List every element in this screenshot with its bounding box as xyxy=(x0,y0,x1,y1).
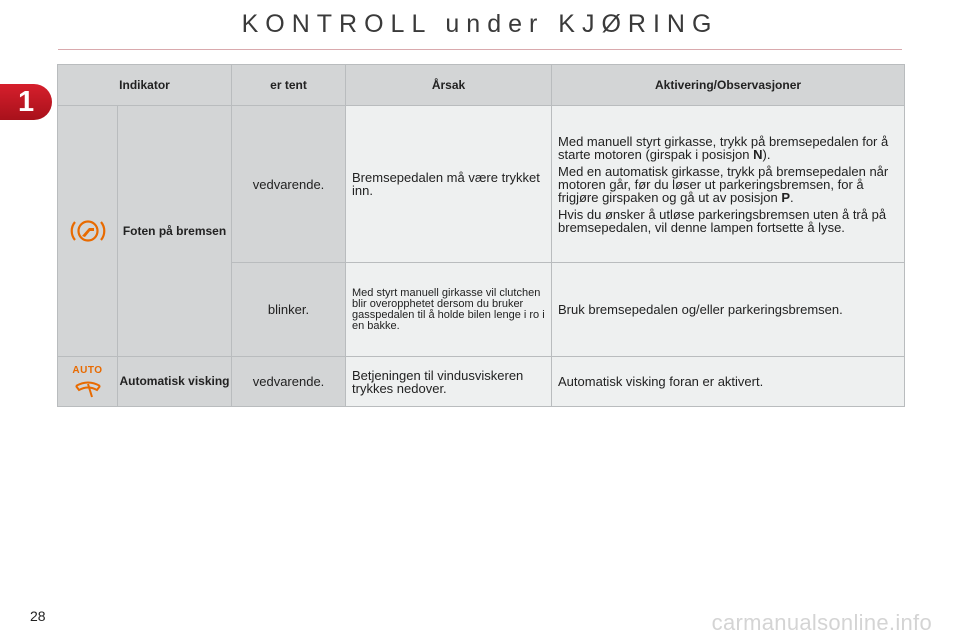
observation-paragraph: Hvis du ønsker å utløse parkeringsbremsen uten å trå på bremsepedalen, vil denne lampen fortsette å lyse. xyxy=(558,206,887,235)
table-row xyxy=(58,357,905,407)
cause-cell: Bremsepedalen må være trykket inn. xyxy=(346,106,552,263)
table-row xyxy=(58,106,905,263)
table-header-row xyxy=(58,65,905,106)
observation-cell: Automatisk visking foran er aktivert. xyxy=(552,357,905,407)
header-observations: Aktivering/Observasjoner xyxy=(552,65,905,106)
watermark: carmanualsonline.info xyxy=(711,610,932,635)
observation-cell: Bruk bremsepedalen og/eller parkeringsbremsen. xyxy=(552,263,905,357)
indicator-icon-cell xyxy=(58,357,118,407)
state-cell: blinker. xyxy=(232,263,346,357)
chapter-number: 1 xyxy=(18,86,35,118)
page-number: 28 xyxy=(30,608,46,624)
auto-badge: AUTO xyxy=(72,365,103,376)
indicator-name: Automatisk visking xyxy=(118,357,232,407)
header-cause: Årsak xyxy=(346,65,552,106)
header-state: er tent xyxy=(232,65,346,106)
cause-cell: Med styrt manuell girkasse vil clutchen blir overopphetet dersom du bruker gasspedalen til å holde bilen lenge i ro i en bakke. xyxy=(346,263,552,357)
cause-cell: Betjeningen til vindusviskeren trykkes nedover. xyxy=(346,357,552,407)
observation-paragraph: Med manuell styrt girkasse, trykk på bremsepedalen for å starte motoren (girspak i posisjon N). xyxy=(558,133,889,162)
auto-wiper-icon xyxy=(73,379,103,399)
state-cell: vedvarende. xyxy=(232,357,346,407)
indicator-name: Foten på bremsen xyxy=(118,106,232,357)
header-indicator: Indikator xyxy=(58,65,232,106)
observation-cell xyxy=(552,106,905,263)
indicator-icon-cell xyxy=(58,106,118,357)
brake-pedal-warning-icon xyxy=(68,218,108,244)
state-cell: vedvarende. xyxy=(232,106,346,263)
observation-paragraph: Med en automatisk girkasse, trykk på bremsepedalen når motoren går, før du løser ut parkeringsbremsen, for å frigjøre girspaken og gå ut av posisjon P. xyxy=(558,163,889,205)
chapter-tab xyxy=(0,84,52,120)
indicator-table xyxy=(57,64,905,407)
page-title: KONTROLL under KJØRING xyxy=(241,10,719,38)
title-divider xyxy=(58,49,902,50)
